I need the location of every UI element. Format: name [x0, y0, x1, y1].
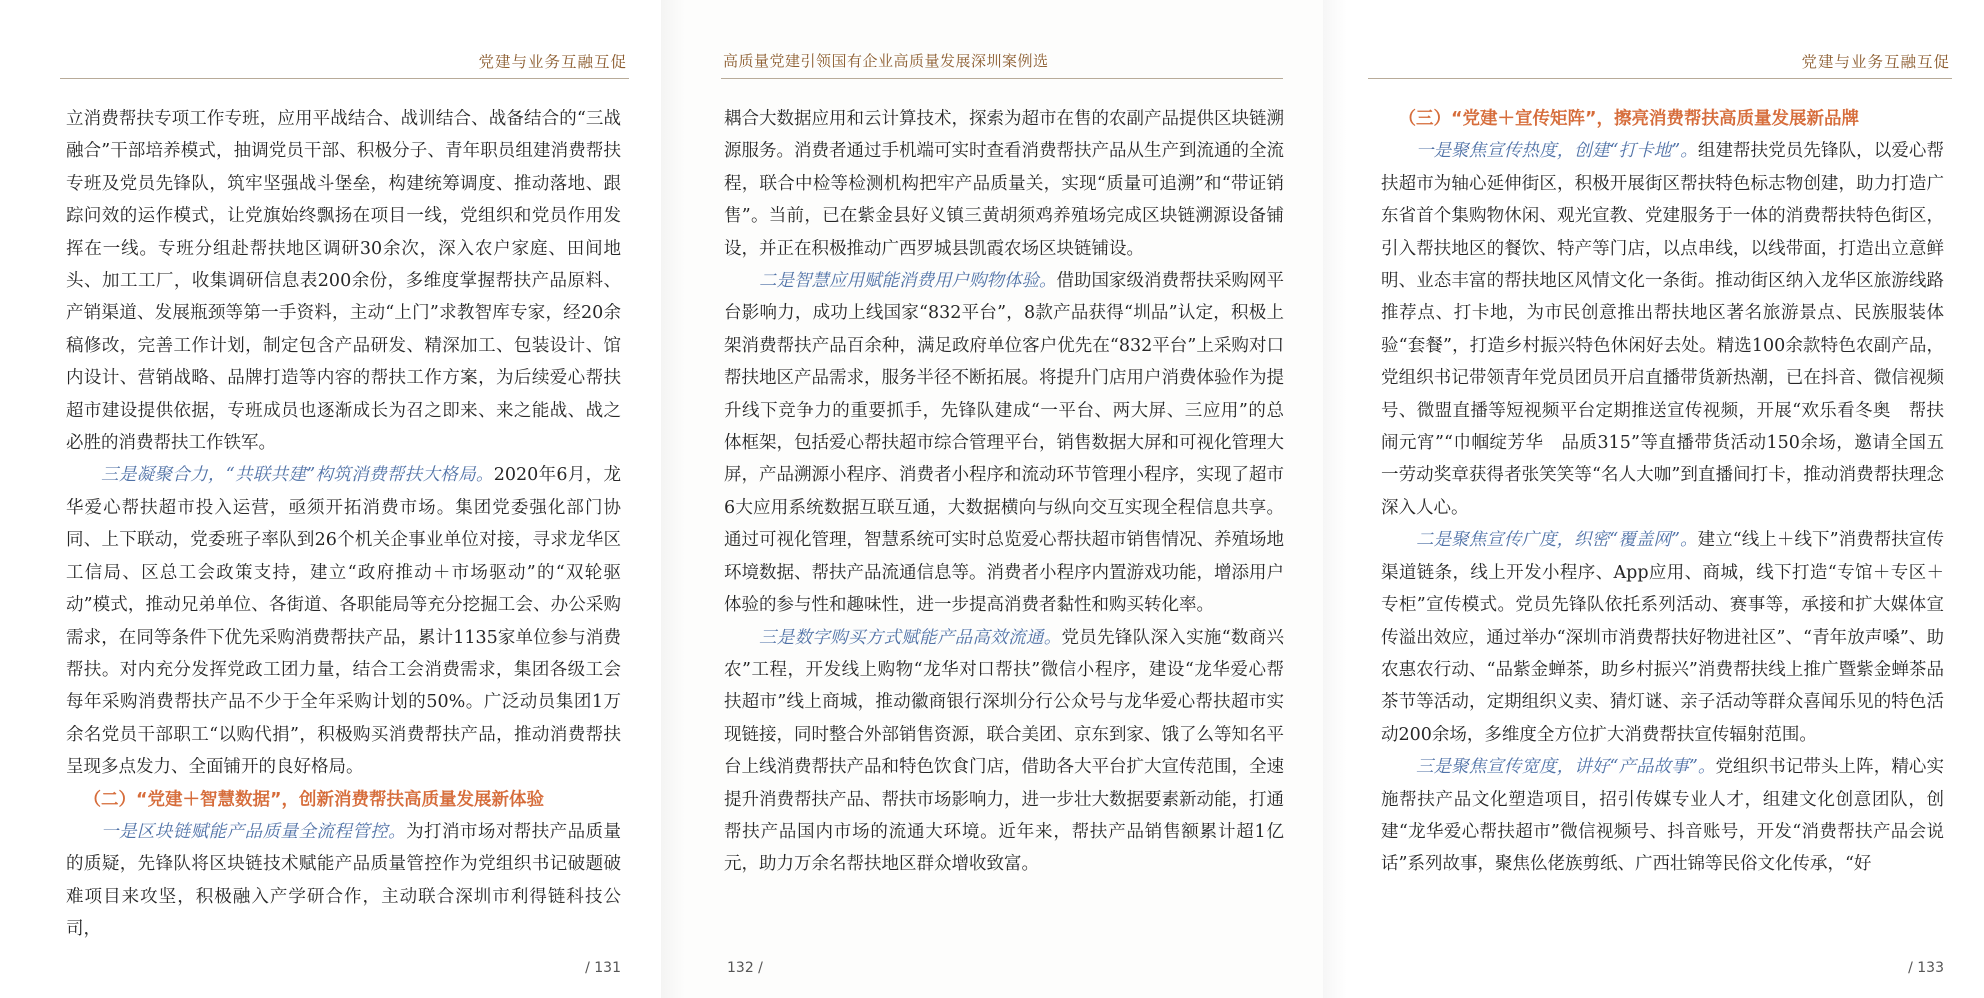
running-head: 党建与业务互融互促	[478, 53, 627, 71]
gutter-shadow	[1323, 0, 1347, 998]
page-number: / 133	[1908, 960, 1944, 976]
running-head: 高质量党建引领国有企业高质量发展深圳案例选	[723, 52, 1049, 70]
page-body	[724, 103, 1284, 881]
left-page	[0, 0, 661, 998]
gutter-shadow	[661, 0, 685, 998]
middle-page	[661, 0, 1323, 998]
paragraph: 二是智慧应用赋能消费用户购物体验。借助国家级消费帮扶采购网平台影响力，成功上线国家“832平台”，8款产品获得“圳品”认定，积极上架消费帮扶产品百余种，满足政府单位客户优先在“832平台”上采购对口帮扶地区产品需求，服务半径不断拓展。将提升门店用户消费体验作为提升线下竞争力的重要抓手，先锋队建成“一平台、两大屏、三应用”的总体框架，包括爱心帮扶超市综合管理平台，销售数据大屏和可视化管理大屏，产品溯源小程序、消费者小程序和流动环节管理小程序，实现了超市6大应用系统数据互联互通，大数据横向与纵向交互实现全程信息共享。通过可视化管理，智慧系统可实时总览爱心帮扶超市销售情况、养殖场地环境数据、帮扶产品流通信息等。消费者小程序内置游戏功能，增添用户体验的参与性和趣味性，进一步提高消费者黏性和购买转化率。	[724, 271, 1284, 616]
paragraph-lead: 一是聚焦宣传热度，创建“打卡地”。	[1416, 141, 1698, 162]
running-head: 党建与业务互融互促	[1801, 53, 1950, 71]
page-number: / 131	[585, 960, 621, 976]
header-rule	[1368, 78, 1952, 79]
paragraph: 一是聚焦宣传热度，创建“打卡地”。组建帮扶党员先锋队，以爱心帮扶超市为轴心延伸街区，积极开展街区帮扶特色标志物创建，助力打造广东省首个集购物休闲、观光宣教、党建服务于一体的消费帮扶特色街区，引入帮扶地区的餐饮、特产等门店，以点串线，以线带面，打造出立意鲜明、业态丰富的帮扶地区风情文化一条街。推动街区纳入龙华区旅游线路推荐点、打卡地，为市民创意推出帮扶地区著名旅游景点、民族服装体验“套餐”，打造乡村振兴特色休闲好去处。精选100余款特色农副产品，党组织书记带领青年党员团员开启直播带货新热潮，已在抖音、微信视频号、微盟直播等短视频平台定期推送宣传视频，开展“欢乐看冬奥 帮扶闹元宵”“巾帼绽芳华 品质315”等直播带货活动150余场，邀请全国五一劳动奖章获得者张笑笑等“名人大咖”到直播间打卡，推动消费帮扶理念深入人心。	[1381, 141, 1944, 518]
paragraph: 三是聚焦宣传宽度，讲好“产品故事”。党组织书记带头上阵，精心实施帮扶产品文化塑造项目，招引传媒专业人才，组建文化创意团队，创建“龙华爱心帮扶超市”微信视频号、抖音账号，开发“消费帮扶产品会说话”系列故事，聚焦仫佬族剪纸、广西壮锦等民俗文化传承，“好	[1381, 757, 1944, 875]
paragraph-lead: 二是聚焦宣传广度，织密“覆盖网”。	[1416, 530, 1698, 551]
paragraph-lead: 一是区块链赋能产品质量全流程管控。	[101, 821, 407, 842]
paragraph: 三是凝聚合力，“共联共建”构筑消费帮扶大格局。2020年6月，龙华爱心帮扶超市投入运营，亟须开拓消费市场。集团党委强化部门协同、上下联动，党委班子率队到26个机关企事业单位对接，寻求龙华区工信局、区总工会政策支持，建立“政府推动＋市场驱动”的“双轮驱动”模式，推动兄弟单位、各街道、各职能局等充分挖掘工会、办公采购需求，在同等条件下优先采购消费帮扶产品，累计1135家单位参与消费帮扶。对内充分发挥党政工团力量，结合工会消费需求，集团各级工会每年采购消费帮扶产品不少于全年采购计划的50%。广泛动员集团1万余名党员干部职工“以购代捐”，积极购买消费帮扶产品，推动消费帮扶呈现多点发力、全面铺开的良好格局。	[66, 465, 621, 778]
right-page	[1323, 0, 1984, 998]
paragraph: 三是数字购买方式赋能产品高效流通。党员先锋队深入实施“数商兴农”工程，开发线上购物“龙华对口帮扶”微信小程序，建设“龙华爱心帮扶超市”线上商城，推动徽商银行深圳分行公众号与龙华爱心帮扶超市实现链接，同时整合外部销售资源，联合美团、京东到家、饿了么等知名平台上线消费帮扶产品和特色饮食门店，借助各大平台扩大宣传范围，全速提升消费帮扶产品、帮扶市场影响力，进一步壮大数据要素新动能，打通帮扶产品国内市场的流通大环境。近年来，帮扶产品销售额累计超1亿元，助力万余名帮扶地区群众增收致富。	[724, 627, 1284, 875]
paragraph: 立消费帮扶专项工作专班，应用平战结合、战训结合、战备结合的“三战融合”干部培养模式，抽调党员干部、积极分子、青年职员组建消费帮扶专班及党员先锋队，筑牢坚强战斗堡垒，构建统筹调度、推动落地、跟踪问效的运作模式，让党旗始终飘扬在项目一线，党组织和党员作用发挥在一线。专班分组赴帮扶地区调研30余次，深入农户家庭、田间地头、加工工厂，收集调研信息表200余份，多维度掌握帮扶产品原料、产销渠道、发展瓶颈等第一手资料，主动“上门”求教智库专家，经20余稿修改，完善工作计划，制定包含产品研发、精深加工、包装设计、馆内设计、营销战略、品牌打造等内容的帮扶工作方案，为后续爱心帮扶超市建设提供依据，专班成员也逐渐成长为召之即来、来之能战、战之必胜的消费帮扶工作铁军。	[66, 109, 621, 454]
paragraph-lead: 三是数字购买方式赋能产品高效流通。	[759, 627, 1062, 648]
header-rule	[721, 78, 1283, 79]
paragraph-lead: 三是聚焦宣传宽度，讲好“产品故事”。	[1416, 757, 1716, 778]
paragraph: 一是区块链赋能产品质量全流程管控。为打消市场对帮扶产品质量的质疑，先锋队将区块链技术赋能产品质量管控作为党组织书记破题破难项目来攻坚，积极融入产学研合作，主动联合深圳市利得链科技公司，	[66, 821, 622, 940]
paragraph: 耦合大数据应用和云计算技术，探索为超市在售的农副产品提供区块链溯源服务。消费者通过手机端可实时查看消费帮扶产品从生产到流通的全流程，联合中检等检测机构把牢产品质量关，实现“质量可追溯”和“带证销售”。当前，已在紫金县好义镇三黄胡须鸡养殖场完成区块链溯源设备铺设，并正在积极推动广西罗城县凯霞农场区块链铺设。	[724, 109, 1284, 259]
section-heading: （三）“党建＋宣传矩阵”，擦亮消费帮扶高质量发展新品牌	[1398, 109, 1860, 129]
paragraph-lead: 三是凝聚合力，“共联共建”构筑消费帮扶大格局。	[101, 465, 494, 486]
page-number: 132 /	[727, 960, 763, 976]
paragraph: 二是聚焦宣传广度，织密“覆盖网”。建立“线上＋线下”消费帮扶宣传渠道链条，线上开发小程序、App应用、商城，线下打造“专馆＋专区＋专柜”宣传模式。党员先锋队依托系列活动、赛事等，承接和扩大媒体宣传溢出效应，通过举办“深圳市消费帮扶好物进社区”、“青年放声嗓”、助农惠农行动、“品紫金蝉茶，助乡村振兴”消费帮扶线上推广暨紫金蝉茶品茶节等活动，定期组织义卖、猜灯谜、亲子活动等群众喜闻乐见的特色活动200余场，多维度全方位扩大消费帮扶宣传辐射范围。	[1381, 530, 1944, 745]
header-rule	[60, 78, 629, 79]
paragraph-lead: 二是智慧应用赋能消费用户购物体验。	[759, 271, 1057, 292]
section-heading: （二）“党建＋智慧数据”，创新消费帮扶高质量发展新体验	[83, 789, 545, 810]
page-body	[1381, 103, 1944, 881]
page-body	[66, 103, 621, 946]
